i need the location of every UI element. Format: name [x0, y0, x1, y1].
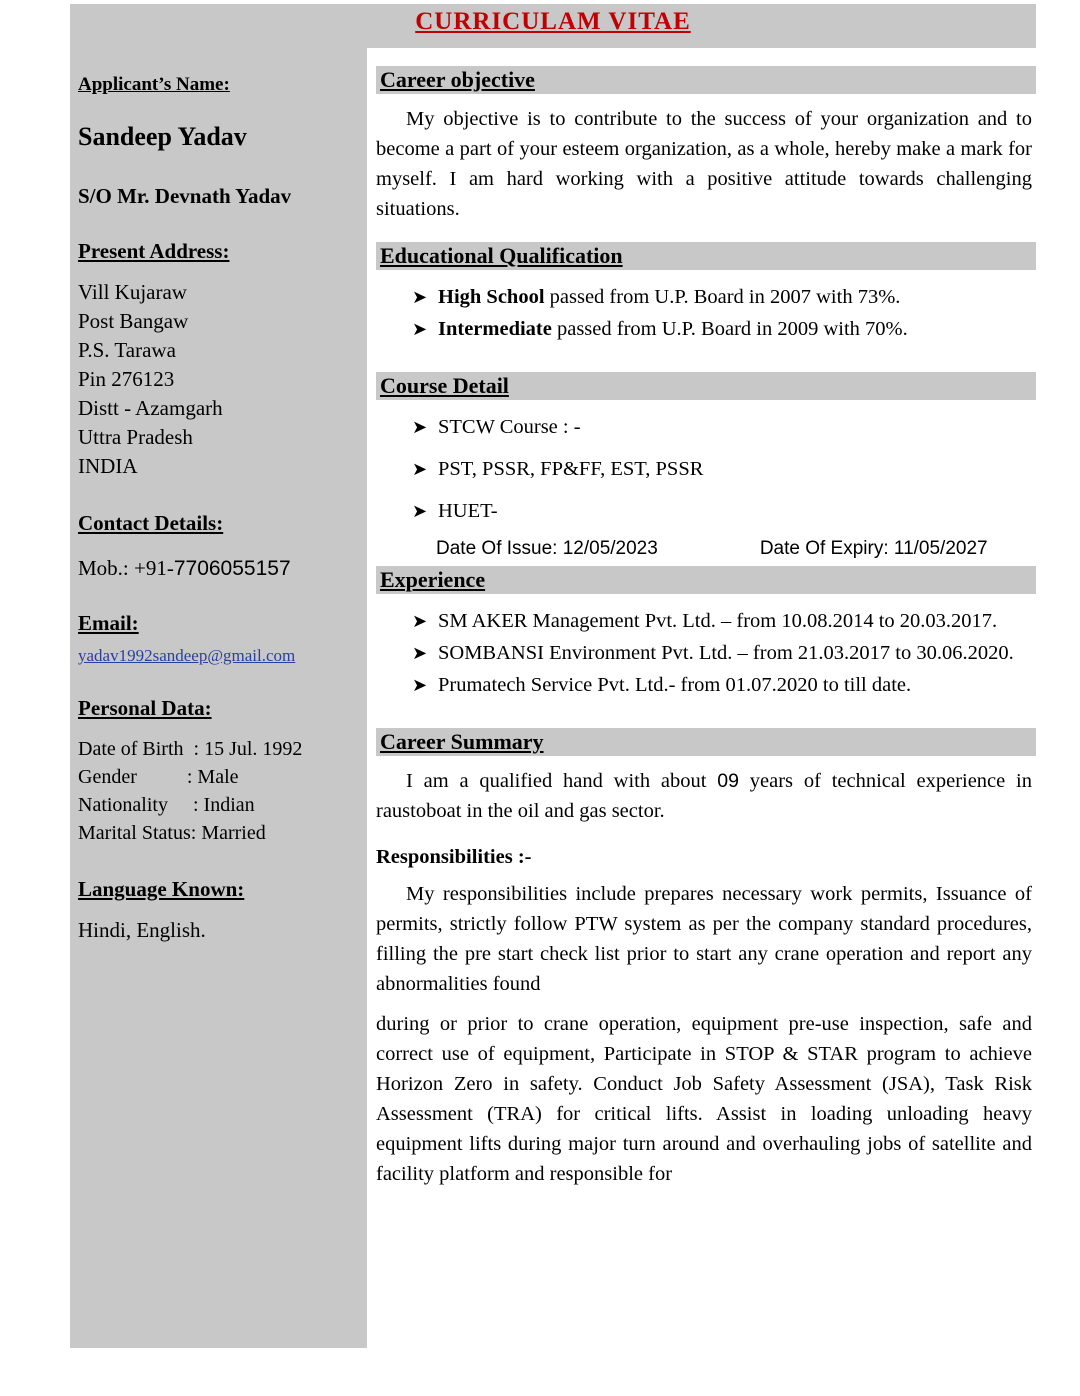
address-line: INDIA	[78, 454, 138, 478]
arrow-bullet-icon: ➤	[412, 611, 428, 631]
spacer	[376, 224, 1036, 242]
sidebar	[70, 48, 367, 1348]
responsibilities-text: My responsibilities include prepares necessary work permits, Issuance of permits, strictly follow PTW system as per the company standard procedures, filling the pre start check list prior to start any crane operation and report any abnormalities found	[376, 883, 1032, 995]
experience-item: SOMBANSI Environment Pvt. Ltd. – from 21.03.2017 to 30.06.2020.	[438, 642, 1014, 664]
personal-data-row: Gender : Male	[78, 766, 239, 788]
education-detail: passed from U.P. Board in 2007 with 73%.	[544, 286, 901, 308]
responsibilities-label: Responsibilities :-	[376, 846, 532, 868]
list-item	[376, 454, 1036, 484]
experience-item: Prumatech Service Pvt. Ltd.- from 01.07.2020 to till date.	[438, 674, 912, 696]
list-item	[376, 670, 1036, 700]
applicant-name-label: Applicant’s Name:	[78, 74, 230, 95]
list-item	[376, 606, 1036, 636]
date-of-expiry: Date Of Expiry: 11/05/2027	[759, 538, 988, 559]
mobile-row	[78, 556, 347, 581]
present-address-label: Present Address:	[78, 239, 230, 263]
course-dates-row	[436, 538, 1036, 560]
list-item	[376, 412, 1036, 442]
education-detail: passed from U.P. Board in 2009 with 70%.	[551, 318, 908, 340]
course-item: HUET-	[438, 500, 498, 522]
document-title: CURRICULAM VITAE	[415, 8, 691, 35]
address-line: Uttra Pradesh	[78, 425, 193, 449]
arrow-bullet-icon: ➤	[412, 287, 428, 307]
list-item	[376, 638, 1036, 668]
career-summary-part2: years of technical experience in raustoboat in the oil and gas sector.	[376, 770, 1033, 822]
personal-data-block	[78, 735, 347, 847]
section-header-education	[376, 242, 1036, 270]
personal-data-row: Date of Birth : 15 Jul. 1992	[78, 738, 303, 760]
address-line: Post Bangaw	[78, 309, 189, 333]
education-degree: Intermediate	[438, 318, 552, 340]
section-title: Course Detail	[380, 373, 509, 398]
father-name: S/O Mr. Devnath Yadav	[78, 184, 292, 208]
list-item	[376, 314, 1036, 344]
section-header-course-detail	[376, 372, 1036, 400]
section-header-career-objective	[376, 66, 1036, 94]
education-list	[376, 282, 1036, 344]
personal-data-row: Nationality : Indian	[78, 794, 255, 816]
spacer	[376, 702, 1036, 728]
experience-item: SM AKER Management Pvt. Ltd. – from 10.08.2014 to 20.03.2017.	[438, 610, 998, 632]
address-line: Pin 276123	[78, 367, 175, 391]
arrow-bullet-icon: ➤	[412, 459, 428, 479]
list-item	[376, 282, 1036, 312]
education-degree: High School	[438, 286, 545, 308]
career-summary-years: 09	[717, 770, 739, 792]
email-label: Email:	[78, 611, 139, 635]
main-content	[376, 66, 1036, 1189]
section-header-career-summary	[376, 728, 1036, 756]
course-list	[376, 412, 1036, 526]
section-title: Career objective	[380, 67, 535, 92]
arrow-bullet-icon: ➤	[412, 417, 428, 437]
section-title: Career Summary	[380, 729, 544, 754]
career-summary-part1: I am a qualified hand with about	[406, 770, 718, 792]
address-line: Vill Kujaraw	[78, 280, 187, 304]
section-title: Experience	[380, 567, 486, 592]
list-item	[376, 496, 1036, 526]
applicant-name: Sandeep Yadav	[78, 122, 247, 151]
mobile-label: Mob.: +91-	[78, 556, 174, 580]
email-link[interactable]: yadav1992sandeep@gmail.com	[78, 646, 296, 665]
section-title: Educational Qualification	[380, 243, 623, 268]
arrow-bullet-icon: ➤	[412, 501, 428, 521]
section-header-experience	[376, 566, 1036, 594]
experience-list	[376, 606, 1036, 700]
languages-text: Hindi, English.	[78, 918, 206, 942]
personal-data-label: Personal Data:	[78, 696, 212, 720]
address-line: P.S. Tarawa	[78, 338, 176, 362]
languages-value	[78, 916, 347, 945]
arrow-bullet-icon: ➤	[412, 319, 428, 339]
course-item: PST, PSSR, FP&FF, EST, PSSR	[438, 458, 704, 480]
address-line: Distt - Azamgarh	[78, 396, 223, 420]
personal-data-row: Marital Status: Married	[78, 822, 266, 844]
mobile-number: 7706055157	[173, 557, 291, 580]
arrow-bullet-icon: ➤	[412, 675, 428, 695]
arrow-bullet-icon: ➤	[412, 643, 428, 663]
contact-details-label: Contact Details:	[78, 511, 224, 535]
language-known-label: Language Known:	[78, 877, 245, 901]
career-objective-text: My objective is to contribute to the success of your organization and to become a part of your esteem organization, as a whole, hereby make a mark for myself. I am hard working with a positive attitude towards challenging situations.	[376, 108, 1032, 220]
course-item: STCW Course : -	[438, 416, 581, 438]
responsibilities-text-continued: during or prior to crane operation, equipment pre-use inspection, safe and correct use of equipment, Participate in STOP & STAR program to achieve Horizon Zero in safety. Conduct Job Safety Assessment (JSA), Task Risk Assessment (TRA) for critical lifts. Assist in loading unloading heavy equipment lifts during major turn around and overhauling jobs of satellite and facility platform and responsible for	[376, 1013, 1032, 1185]
spacer	[376, 346, 1036, 372]
address-block	[78, 278, 347, 481]
career-summary-text	[376, 766, 1032, 826]
date-of-issue: Date Of Issue: 12/05/2023	[436, 538, 658, 559]
